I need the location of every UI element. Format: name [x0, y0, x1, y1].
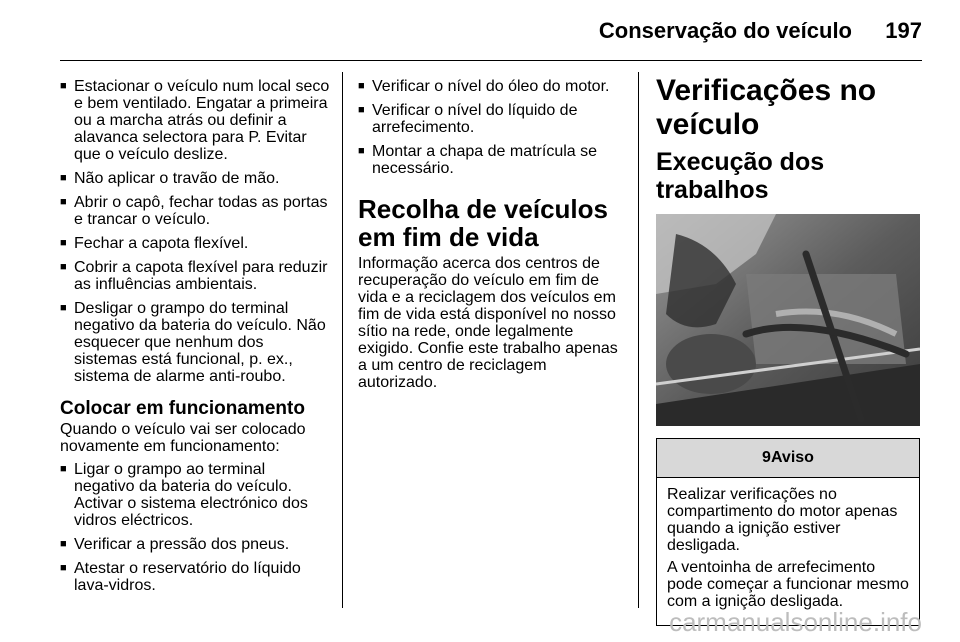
bullet-icon: ■	[60, 463, 67, 475]
header-rule	[60, 60, 922, 61]
bullet-icon: ■	[60, 172, 67, 184]
section-title: Recolha de veículos em fim de vida	[358, 194, 608, 252]
recommissioning-list	[60, 461, 330, 594]
list-item: ■ Desligar o grampo do terminal negativo da bateria do veículo. Não esquecer que nenhum dos sistemas está funcional, p. ex., sistema de alarme anti-roubo.	[60, 300, 326, 385]
watermark: carmanualsonline.info	[669, 607, 922, 637]
bullet-icon: ■	[60, 538, 67, 550]
column-divider	[342, 72, 343, 608]
list-item: ■ Cobrir a capota flexível para reduzir as influências ambientais.	[60, 259, 328, 293]
column-divider	[638, 72, 639, 608]
column-2	[358, 72, 622, 395]
storage-steps-list	[60, 78, 330, 385]
section-body: Informação acerca dos centros de recuperação do veículo em fim de vida e a reciclagem dos veículos em fim de vida está disponível no nosso sítio na rede, onde legalmente exigido. Confie este trabalho apenas a um centro de reciclagem autorizado.	[358, 255, 618, 391]
warning-box	[656, 438, 920, 626]
bullet-icon: ■	[60, 302, 67, 314]
list-item: ■ Fechar a capota flexível.	[60, 235, 249, 252]
engine-compartment-photo	[656, 214, 920, 426]
bullet-icon: ■	[358, 104, 365, 116]
warning-header	[657, 439, 919, 478]
bullet-icon: ■	[358, 80, 365, 92]
warning-paragraph: Realizar verificações no compartimento do motor apenas quando a ignição estiver desligada.	[667, 486, 898, 554]
warning-body	[657, 478, 919, 625]
list-item: ■ Montar a chapa de matrícula se necessário.	[358, 143, 598, 177]
subsection-intro: Quando o veículo vai ser colocado novamente em funcionamento:	[60, 421, 306, 455]
bullet-icon: ■	[60, 80, 67, 92]
subsection-title: Execução dos trabalhos	[656, 148, 825, 204]
page-number: 197	[885, 18, 922, 43]
list-item: ■ Ligar o grampo ao terminal negativo da bateria do veículo. Activar o sistema electrónico dos vidros eléctricos.	[60, 461, 308, 529]
bullet-icon: ■	[60, 237, 67, 249]
engine-compartment-image	[656, 214, 920, 426]
list-item: ■ Estacionar o veículo num local seco e bem ventilado. Engatar a primeira ou a marcha atrás ou definir a alavanca selectora para P. Evitar que o veículo deslize.	[60, 78, 330, 163]
subsection-title: Colocar em funcionamento	[60, 398, 305, 419]
list-item: ■ Não aplicar o travão de mão.	[60, 170, 280, 187]
list-item: ■ Verificar a pressão dos pneus.	[60, 536, 290, 553]
warning-label: Aviso	[770, 449, 814, 466]
column-3	[656, 72, 922, 626]
bullet-icon: ■	[60, 261, 67, 273]
bullet-icon: ■	[358, 145, 365, 157]
bullet-icon: ■	[60, 196, 67, 208]
list-item: ■ Abrir o capô, fechar todas as portas e trancar o veículo.	[60, 194, 328, 228]
page-header-title: Conservação do veículo	[598, 18, 852, 43]
checks-list	[358, 78, 622, 177]
column-1	[60, 72, 330, 601]
list-item: ■ Verificar o nível do óleo do motor.	[358, 78, 610, 95]
bullet-icon: ■	[60, 562, 67, 574]
section-title: Verificações no veículo	[656, 74, 877, 141]
list-item: ■ Atestar o reservatório do líquido lava-vidros.	[60, 560, 301, 594]
warning-icon: 9	[762, 449, 771, 466]
warning-paragraph: A ventoinha de arrefecimento pode começar a funcionar mesmo com a ignição desligada.	[667, 559, 909, 610]
list-item: ■ Verificar o nível do líquido de arrefecimento.	[358, 102, 578, 136]
